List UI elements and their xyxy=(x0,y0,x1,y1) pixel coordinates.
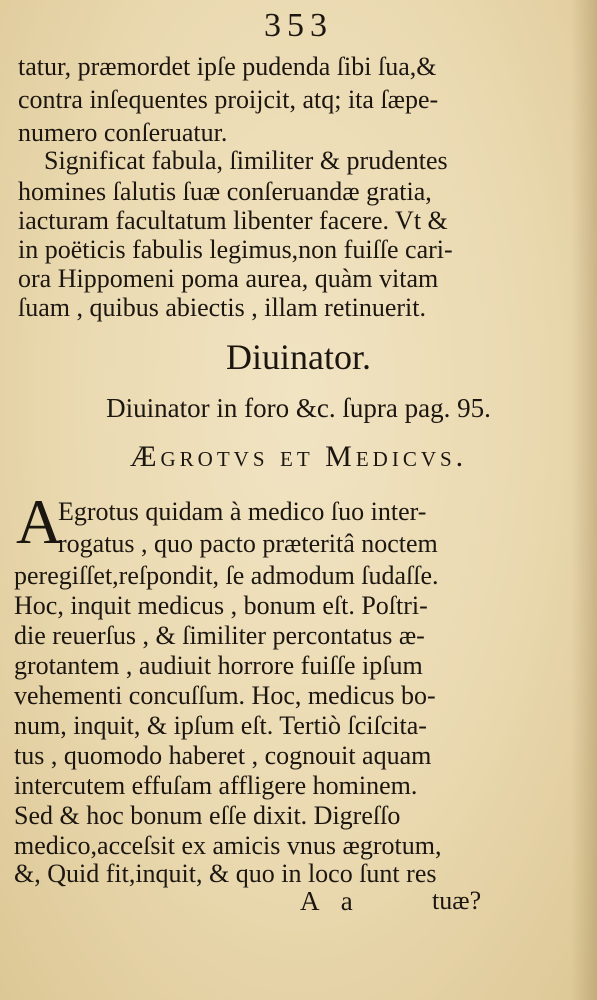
catchword: tuæ? xyxy=(432,886,482,915)
text-line: &, Quid fit,inquit, & quo in loco ſunt res xyxy=(14,859,437,888)
text-line: vehementi concuſſum. Hoc, medicus bo- xyxy=(14,681,436,710)
text-line: tus , quomodo haberet , cognouit aquam xyxy=(14,741,432,770)
text-line: contra inſequentes proijcit, atq; ita ſæpe- xyxy=(18,85,439,114)
section-heading: Diuinator. xyxy=(226,337,371,377)
fable-title: Ægrotvs et Medicvs. xyxy=(129,440,468,473)
text-line: intercutem effuſam affligere hominem. xyxy=(14,771,418,800)
text-line: Hoc, inquit medicus , bonum eſt. Poſtri- xyxy=(14,591,428,620)
text-line: numero conſeruatur. xyxy=(18,118,228,147)
text-line: die reuerſus , & ſimiliter percontatus æ- xyxy=(14,621,425,650)
text-line: ora Hippomeni poma aurea, quàm vitam xyxy=(18,264,439,293)
text-line: tatur, præmordet ipſe pudenda ſibi ſua,& xyxy=(18,52,437,81)
text-line: medico,acceſsit ex amicis vnus ægrotum, xyxy=(14,831,442,860)
page-number: 353 xyxy=(264,7,333,44)
text-line: peregiſſet,reſpondit, ſe admodum ſudaſſe. xyxy=(14,561,439,590)
text-line: grotantem , audiuit horrore fuiſſe ipſum xyxy=(14,651,423,680)
text-line: homines ſalutis ſuæ conſeruandæ gratia, xyxy=(18,177,432,206)
text-line: num, inquit, & ipſum eſt. Tertiò ſciſcita- xyxy=(14,711,427,740)
text-line: rogatus , quo pacto præteritâ noctem xyxy=(58,529,438,558)
text-line: Significat fabula, ſimiliter & prudentes xyxy=(44,146,448,175)
text-line: Egrotus quidam à medico ſuo inter- xyxy=(58,497,427,526)
text-line: iacturam facultatum libenter facere. Vt & xyxy=(18,206,448,235)
drop-cap: A xyxy=(16,486,63,557)
text-line: in poëticis fabulis legimus,non fuiſſe cari- xyxy=(18,235,453,264)
text-line: Sed & hoc bonum eſſe dixit. Digreſſo xyxy=(14,801,401,830)
cross-reference: Diuinator in foro &c. ſupra pag. 95. xyxy=(106,393,491,423)
text-line: ſuam , quibus abiectis , illam retinuerit. xyxy=(18,293,426,322)
signature-mark: A a xyxy=(300,886,361,916)
